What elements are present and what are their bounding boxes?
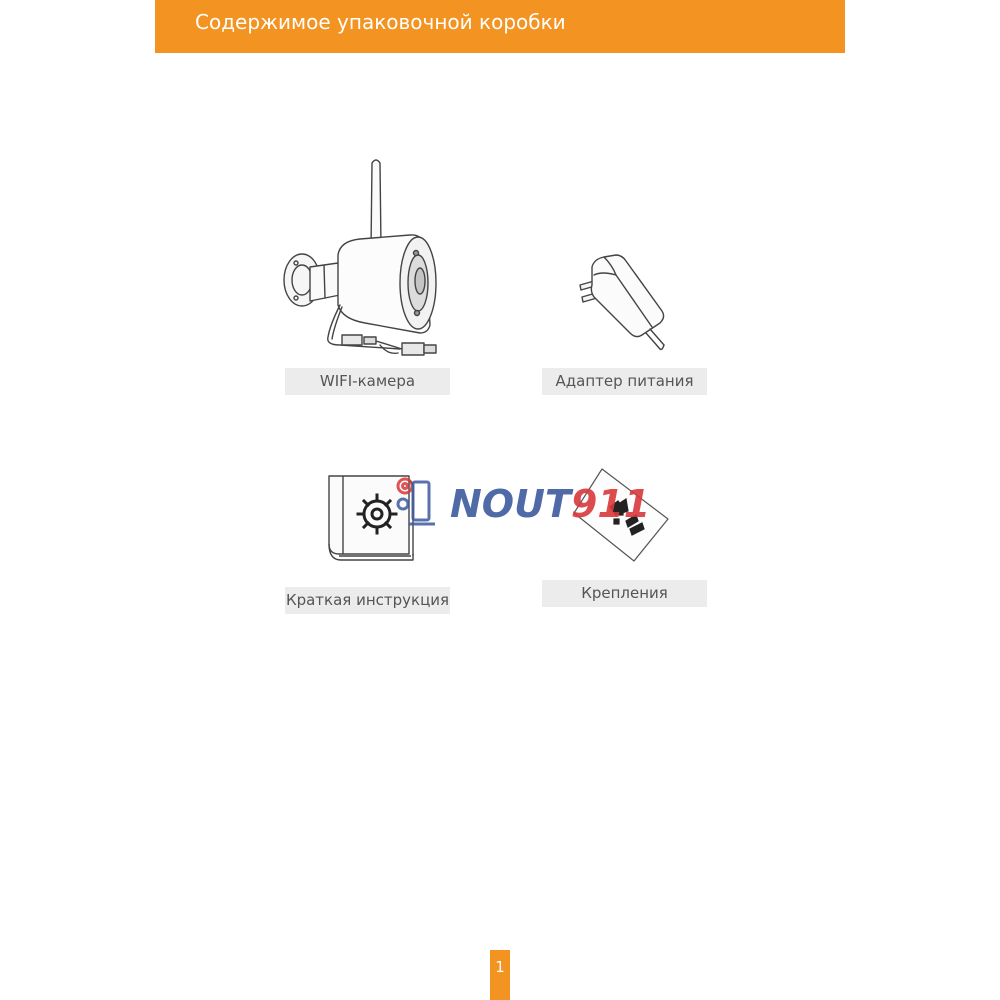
page-title: Содержимое упаковочной коробки bbox=[195, 10, 566, 34]
item-label-wifi-camera: WIFI-камера bbox=[285, 368, 450, 395]
power-adapter-icon bbox=[572, 245, 672, 355]
item-label-power-adapter: Адаптер питания bbox=[542, 368, 707, 395]
watermark-logo bbox=[395, 468, 665, 538]
wifi-camera-icon bbox=[280, 155, 450, 370]
watermark-text: NOUT911 bbox=[450, 482, 651, 526]
item-label-mounting-kit: Крепления bbox=[542, 580, 707, 607]
page-number-badge bbox=[490, 950, 510, 1000]
page-number: 1 bbox=[495, 958, 505, 976]
item-label-quick-guide: Краткая инструкция bbox=[285, 587, 450, 614]
header-bar bbox=[155, 0, 845, 53]
